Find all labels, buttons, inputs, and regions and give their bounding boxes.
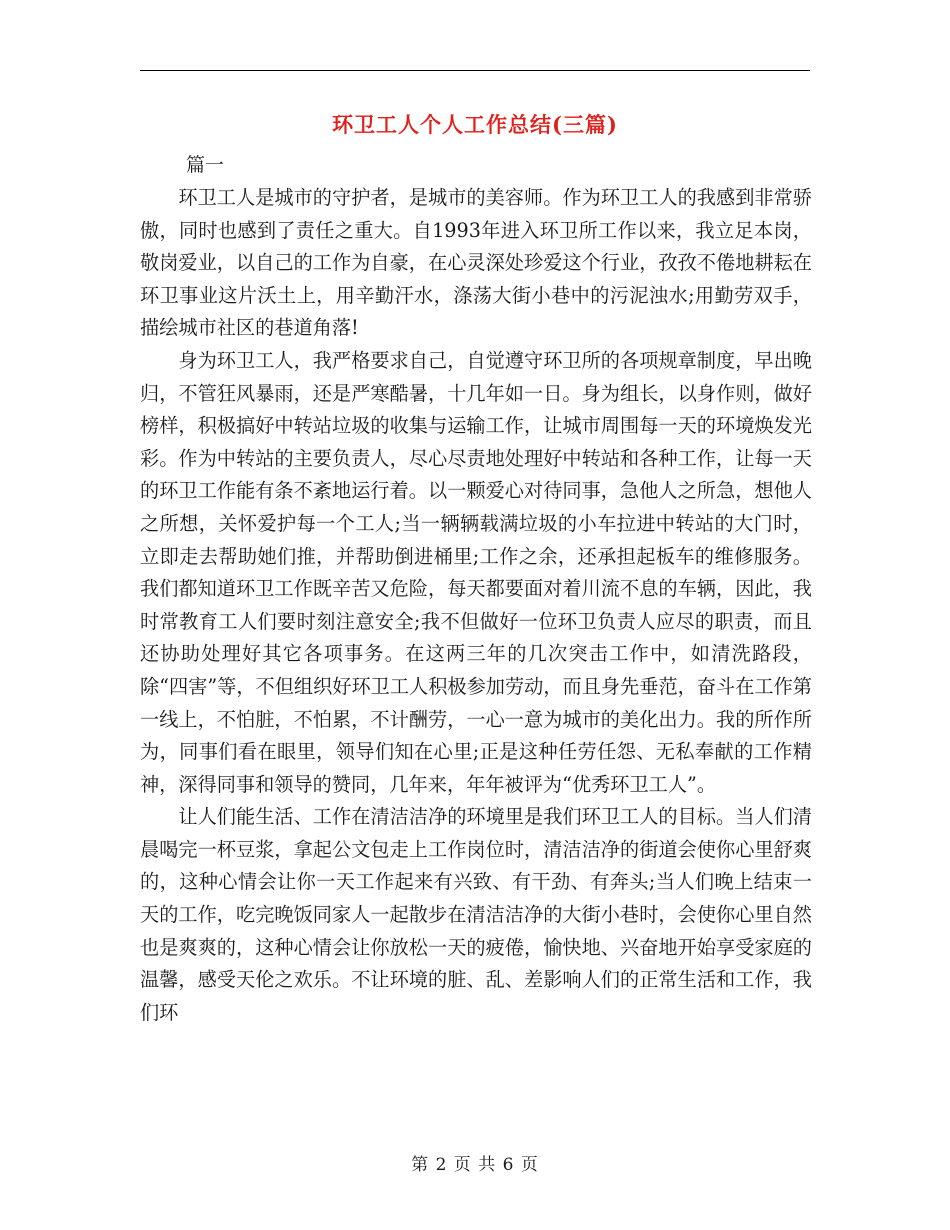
body-text <box>140 182 812 1029</box>
header-rule <box>140 70 810 71</box>
paragraph-2: 身为环卫工人，我严格要求自己，自觉遵守环卫所的各项规章制度，早出晚归，不管狂风暴雨，还是严寒酷暑，十几年如一日。身为组长，以身作则，做好榜样，积极搞好中转站垃圾的收集与运输工作，让城市周围每一天的环境焕发光彩。作为中转站的主要负责人，尽心尽责地处理好中转站和各种工作，让每一天的环卫工作能有条不紊地运行着。以一颗爱心对待同事，急他人之所急，想他人之所想，关怀爱护每一个工人;当一辆辆载满垃圾的小车拉进中转站的大门时，立即走去帮助她们推，并帮助倒进桶里;工作之余，还承担起板车的维修服务。我们都知道环卫工作既辛苦又危险，每天都要面对着川流不息的车辆，因此，我时常教育工人们要时刻注意安全;我不但做好一位环卫负责人应尽的职责，而且还协助处理好其它各项事务。在这两三年的几次突击工作中，如清洗路段，除“四害”等，不但组织好环卫工人积极参加劳动，而且身先垂范，奋斗在工作第一线上，不怕脏，不怕累，不计酬劳，一心一意为城市的美化出力。我的所作所为，同事们看在眼里，领导们知在心里;正是这种任劳任怨、无私奉献的工作精神，深得同事和领导的赞同，几年来，年年被评为“优秀环卫工人”。 <box>140 348 812 796</box>
page-footer: 第 2 页 共 6 页 <box>411 1155 539 1175</box>
document-title: 环卫工人个人工作总结(三篇) <box>332 112 618 137</box>
paragraph-3: 让人们能生活、工作在清洁洁净的环境里是我们环卫工人的目标。当人们清晨喝完一杯豆浆，拿起公文包走上工作岗位时，清洁洁净的街道会使你心里舒爽的，这种心情会让你一天工作起来有兴致、有干劲、有奔头;当人们晚上结束一天的工作，吃完晚饭同家人一起散步在清洁洁净的大街小巷时，会使你心里自然也是爽爽的，这种心情会让你放松一天的疲倦，愉快地、兴奋地开始享受家庭的温馨，感受天伦之欢乐。不让环境的脏、乱、差影响人们的正常生活和工作，我们环 <box>140 805 812 1024</box>
paragraph-1: 环卫工人是城市的守护者，是城市的美容师。作为环卫工人的我感到非常骄傲，同时也感到了责任之重大。自1993年进入环卫所工作以来，我立足本岗，敬岗爱业，以自己的工作为自豪，在心灵深处珍爱这个行业，孜孜不倦地耕耘在环卫事业这片沃土上，用辛勤汗水，涤荡大街小巷中的污泥浊水;用勤劳双手，描绘城市社区的巷道角落! <box>140 186 812 340</box>
section-label: 篇一 <box>186 154 225 176</box>
